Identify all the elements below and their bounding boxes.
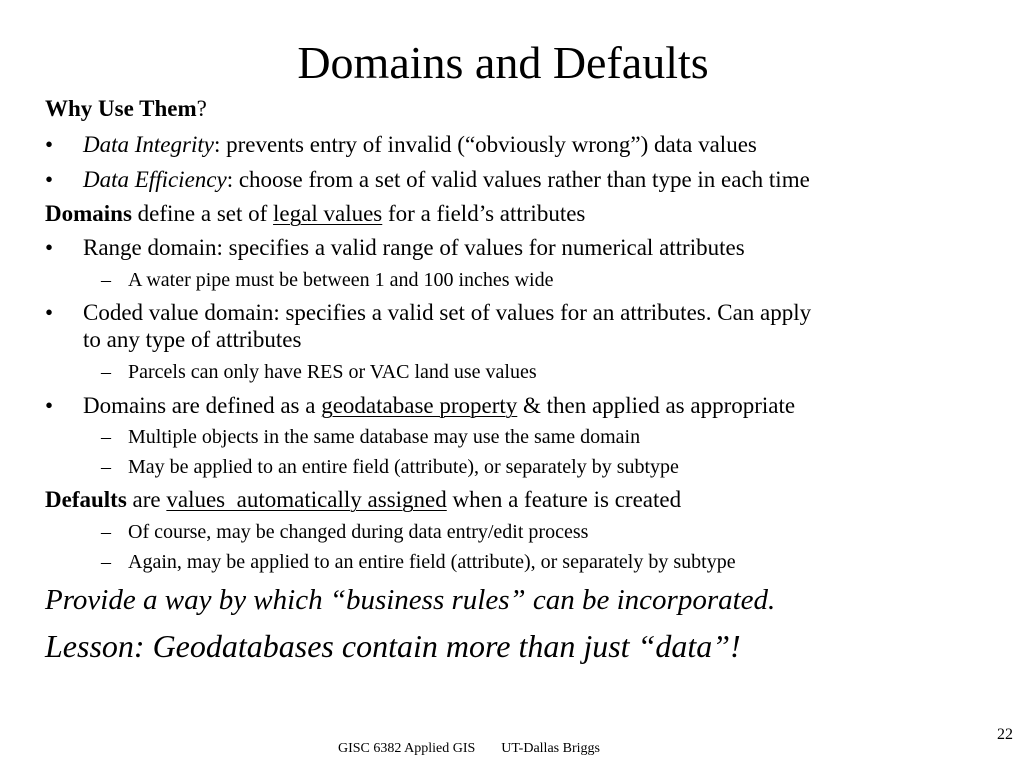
sub-again-subtype: Again, may be applied to an entire field (attribute), or separately by subtype bbox=[128, 551, 736, 573]
geodatabase-property-text: geodatabase property bbox=[321, 393, 518, 418]
why-heading-punct: ? bbox=[196, 96, 207, 121]
defaults-term: Defaults bbox=[45, 487, 127, 512]
footer-org: UT-Dallas Briggs bbox=[501, 741, 600, 756]
bullet-icon: • bbox=[45, 300, 54, 325]
bullet-icon: • bbox=[45, 393, 54, 418]
dash-icon: – bbox=[101, 521, 111, 543]
bullet-icon: • bbox=[45, 132, 54, 157]
bullet-range-domain: Range domain: specifies a valid range of values for numerical attributes bbox=[83, 235, 745, 260]
sub-of-course: Of course, may be changed during data entry/edit process bbox=[128, 521, 589, 543]
defaults-heading bbox=[45, 486, 681, 514]
data-efficiency-term: Data Efficiency bbox=[83, 167, 227, 192]
data-integrity-text: : prevents entry of invalid (“obviously wrong”) data values bbox=[213, 132, 757, 157]
domains-pre: define a set of bbox=[131, 201, 274, 226]
bullet-data-integrity bbox=[83, 131, 757, 159]
bullet-coded-domain-line2: to any type of attributes bbox=[83, 327, 302, 352]
dash-icon: – bbox=[101, 361, 111, 383]
legal-values-text: legal values bbox=[273, 201, 383, 226]
dash-icon: – bbox=[101, 551, 111, 573]
sub-multiple-objects: Multiple objects in the same database may use the same domain bbox=[128, 426, 641, 448]
sub-range-example: A water pipe must be between 1 and 100 inches wide bbox=[128, 269, 554, 291]
sub-coded-example: Parcels can only have RES or VAC land use values bbox=[128, 361, 537, 383]
bullet-icon: • bbox=[45, 235, 54, 260]
why-heading bbox=[45, 95, 207, 123]
bullet-data-efficiency bbox=[83, 166, 810, 194]
footer-course: GISC 6382 Applied GIS bbox=[338, 741, 476, 756]
why-heading-label: Why Use Them bbox=[45, 96, 197, 121]
domains-defined-post: & then applied as appropriate bbox=[517, 393, 796, 418]
domains-term: Domains bbox=[45, 201, 132, 226]
business-rules-text: Provide a way by which “business rules” can be incorporated. bbox=[45, 584, 776, 616]
footer bbox=[338, 740, 600, 758]
dash-icon: – bbox=[101, 426, 111, 448]
slide-title: Domains and Defaults bbox=[297, 37, 709, 88]
defaults-pre: are bbox=[126, 487, 167, 512]
page-number: 22 bbox=[997, 726, 1013, 743]
data-efficiency-text: : choose from a set of valid values rather than type in each time bbox=[226, 167, 810, 192]
data-integrity-term: Data Integrity bbox=[83, 132, 214, 157]
domains-defined-pre: Domains are defined as a bbox=[83, 393, 322, 418]
defaults-post: when a feature is created bbox=[446, 487, 682, 512]
dash-icon: – bbox=[101, 456, 111, 478]
values-assigned-text: values automatically assigned bbox=[166, 487, 447, 512]
dash-icon: – bbox=[101, 269, 111, 291]
bullet-coded-domain-line1: Coded value domain: specifies a valid set of values for an attributes. Can apply bbox=[83, 300, 812, 325]
bullet-domains-defined bbox=[83, 392, 795, 420]
domains-heading bbox=[45, 200, 585, 228]
lesson-text: Lesson: Geodatabases contain more than just “data”! bbox=[45, 628, 741, 664]
bullet-icon: • bbox=[45, 167, 54, 192]
domains-post: for a field’s attributes bbox=[382, 201, 586, 226]
sub-applied-by-subtype: May be applied to an entire field (attribute), or separately by subtype bbox=[128, 456, 679, 478]
